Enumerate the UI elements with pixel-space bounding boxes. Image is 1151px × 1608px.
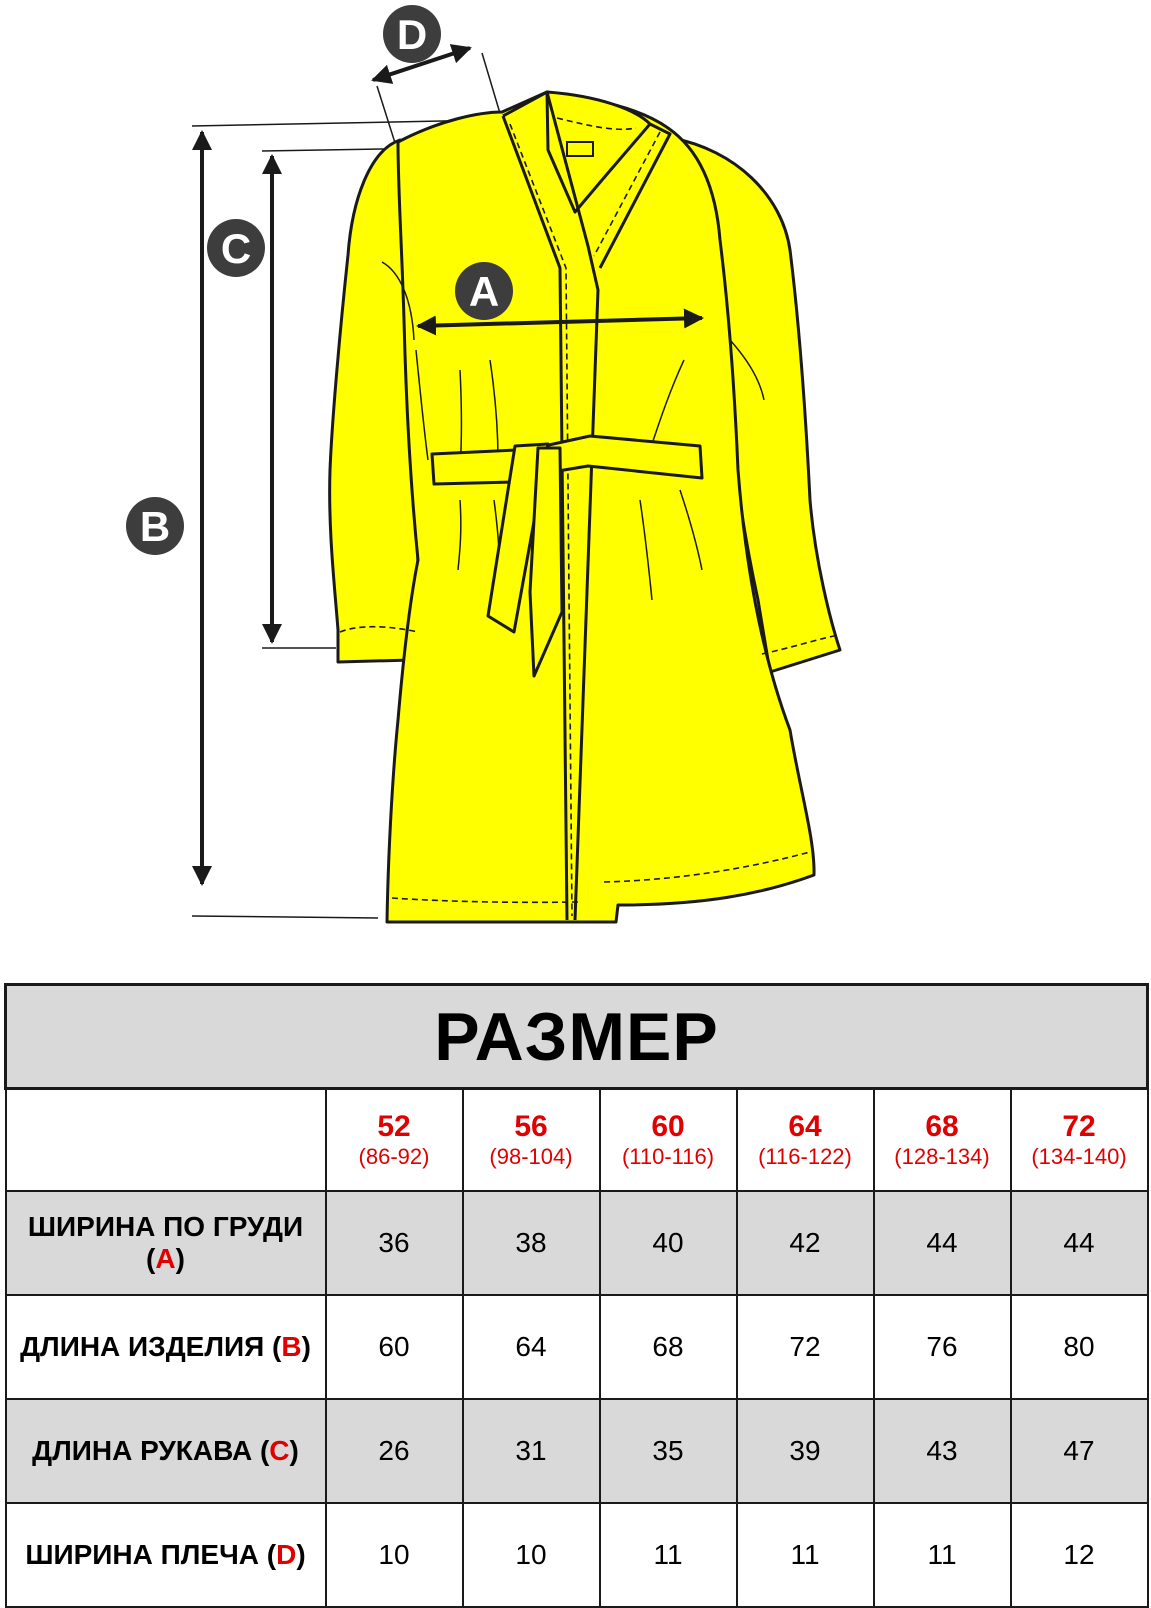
size-table: [4, 983, 1149, 1608]
size-header-row: [6, 1089, 1148, 1192]
table-cell: 12: [1011, 1503, 1148, 1607]
row-label: ШИРИНА ПЛЕЧА (D): [6, 1503, 326, 1607]
table-title: РАЗМЕР: [6, 985, 1148, 1089]
row-label: ДЛИНА ИЗДЕЛИЯ (B): [6, 1295, 326, 1399]
table-row: [6, 1295, 1148, 1399]
size-header: 72 (134-140): [1011, 1089, 1148, 1192]
size-header: 52 (86-92): [326, 1089, 463, 1192]
size-header: 60 (110-116): [600, 1089, 737, 1192]
svg-text:D: D: [396, 11, 428, 58]
svg-text:B: B: [139, 503, 171, 550]
header-corner: [6, 1089, 326, 1192]
table-cell: 76: [874, 1295, 1011, 1399]
table-cell: 38: [463, 1191, 600, 1295]
table-cell: 44: [1011, 1191, 1148, 1295]
table-cell: 31: [463, 1399, 600, 1503]
table-cell: 64: [463, 1295, 600, 1399]
table-cell: 10: [463, 1503, 600, 1607]
table-cell: 68: [600, 1295, 737, 1399]
table-cell: 40: [600, 1191, 737, 1295]
table-cell: 36: [326, 1191, 463, 1295]
badge-a: [455, 262, 513, 320]
table-row: [6, 1191, 1148, 1295]
svg-text:A: A: [468, 268, 500, 315]
badge-c: [207, 219, 265, 277]
table-cell: 43: [874, 1399, 1011, 1503]
table-cell: 47: [1011, 1399, 1148, 1503]
badge-d: [383, 5, 441, 63]
table-cell: 11: [737, 1503, 874, 1607]
table-cell: 11: [600, 1503, 737, 1607]
size-header: 64 (116-122): [737, 1089, 874, 1192]
svg-text:C: C: [220, 225, 252, 272]
table-row: [6, 1399, 1148, 1503]
table-cell: 39: [737, 1399, 874, 1503]
table-cell: 35: [600, 1399, 737, 1503]
badge-b: [126, 497, 184, 555]
table-cell: 42: [737, 1191, 874, 1295]
size-header: 56 (98-104): [463, 1089, 600, 1192]
table-cell: 26: [326, 1399, 463, 1503]
table-row: [6, 1503, 1148, 1607]
table-cell: 60: [326, 1295, 463, 1399]
table-cell: 72: [737, 1295, 874, 1399]
size-header: 68 (128-134): [874, 1089, 1011, 1192]
table-cell: 11: [874, 1503, 1011, 1607]
table-cell: 44: [874, 1191, 1011, 1295]
table-cell: 10: [326, 1503, 463, 1607]
row-label: ШИРИНА ПО ГРУДИ (A): [6, 1191, 326, 1295]
row-label: ДЛИНА РУКАВА (C): [6, 1399, 326, 1503]
table-cell: 80: [1011, 1295, 1148, 1399]
